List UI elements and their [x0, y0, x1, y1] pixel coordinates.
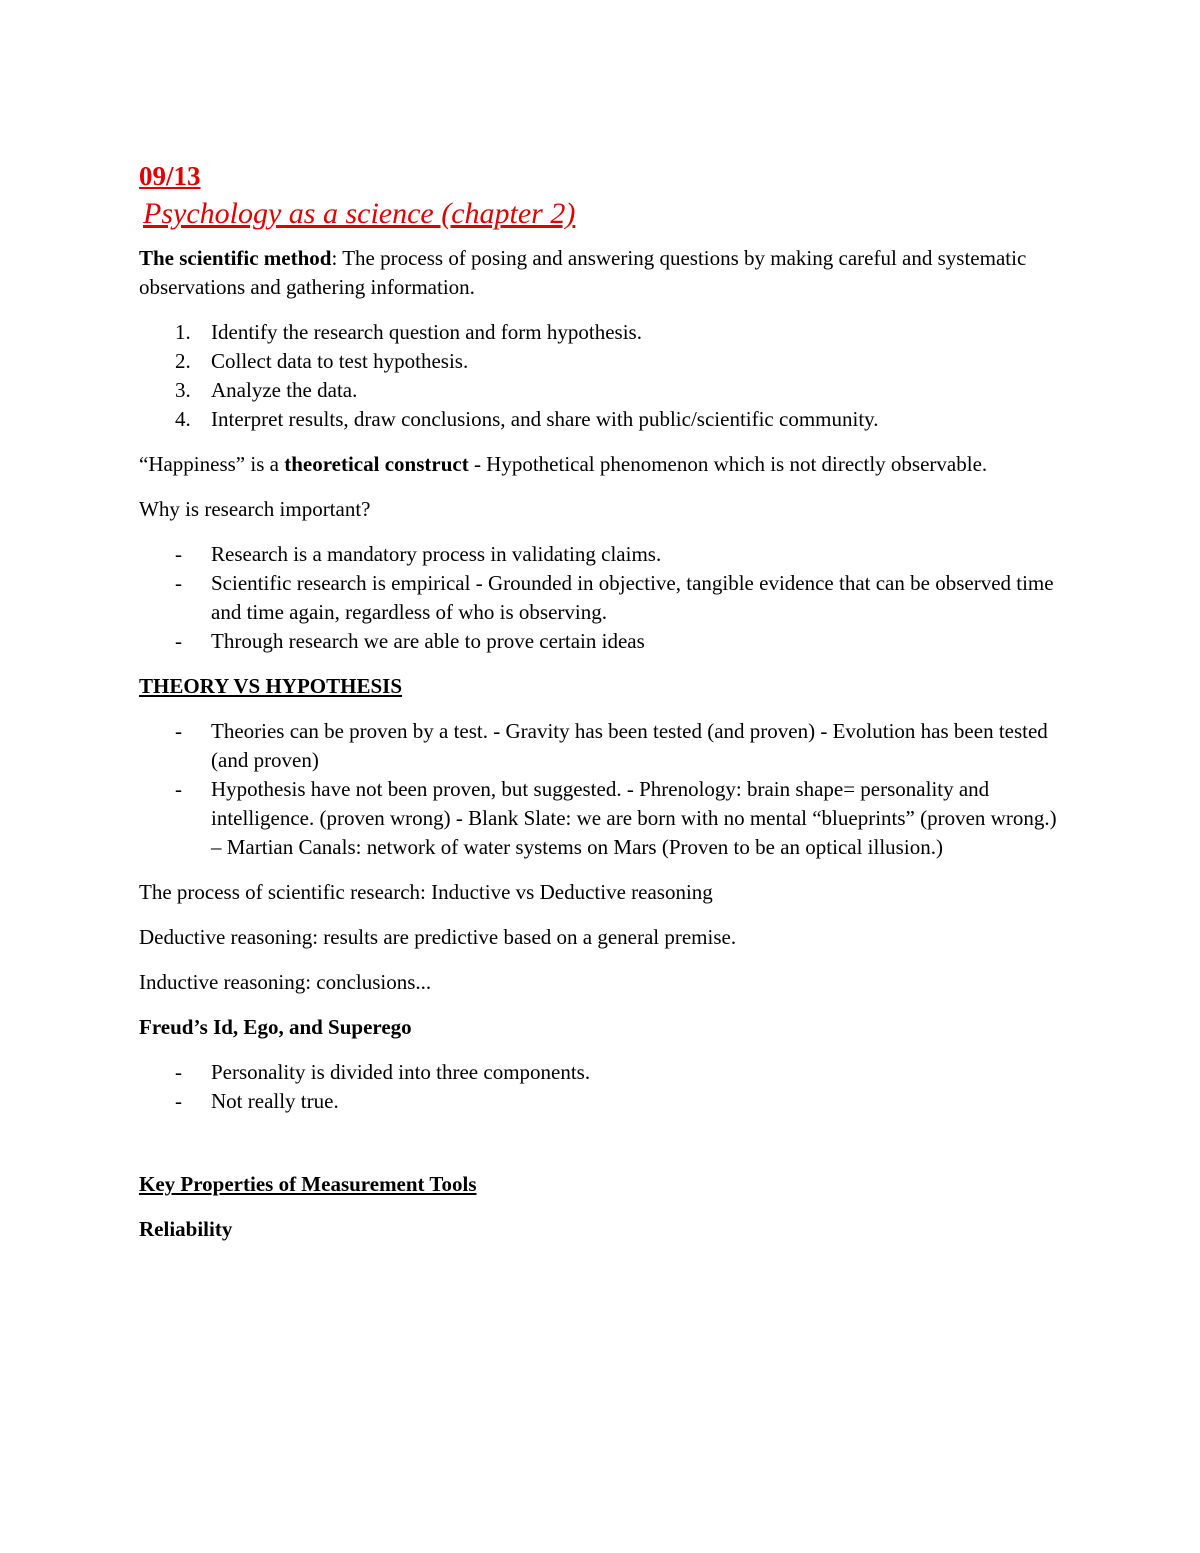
- list-item-text: Identify the research question and form hypothesis.: [211, 320, 642, 344]
- list-item-text: Hypothesis have not been proven, but suggested. - Phrenology: brain shape= personality and intelligence. (proven wrong) - Blank Slate: we are born with no mental “blueprints” (proven wrong.) – Martian Canals: network of water systems on Mars (Proven to be an optical illusion.): [211, 777, 1057, 859]
- dash-marker: -: [175, 777, 182, 801]
- construct-term: theoretical construct: [284, 452, 469, 476]
- freud-heading: Freud’s Id, Ego, and Superego: [139, 1015, 412, 1039]
- list-item: [139, 717, 1059, 775]
- list-item-text: Theories can be proven by a test. - Gravity has been tested (and proven) - Evolution has been tested (and proven): [211, 719, 1048, 772]
- research-question: Why is research important?: [139, 497, 371, 521]
- list-item: [139, 627, 1059, 656]
- dash-marker: -: [175, 1060, 182, 1084]
- dash-marker: -: [175, 1089, 182, 1113]
- list-number: 2.: [175, 349, 191, 373]
- list-number: 4.: [175, 407, 191, 431]
- research-bullets: [139, 540, 1059, 656]
- list-item-text: Analyze the data.: [211, 378, 358, 402]
- construct-lead: “Happiness” is a: [139, 452, 285, 476]
- theory-bullets: [139, 717, 1059, 862]
- list-item-text: Interpret results, draw conclusions, and share with public/scientific community.: [211, 407, 879, 431]
- list-item-text: Through research we are able to prove certain ideas: [211, 629, 645, 653]
- reasoning-process: The process of scientific research: Inductive vs Deductive reasoning: [139, 880, 713, 904]
- list-item: [139, 318, 1059, 347]
- list-item: [139, 540, 1059, 569]
- list-item: [139, 376, 1059, 405]
- list-item: [139, 405, 1059, 434]
- construct-definition: - Hypothetical phenomenon which is not directly observable.: [468, 452, 988, 476]
- list-item: [139, 347, 1059, 376]
- list-item: [139, 775, 1059, 862]
- inductive-reasoning: Inductive reasoning: conclusions...: [139, 970, 432, 994]
- list-item: [139, 1058, 1059, 1087]
- dash-marker: -: [175, 629, 182, 653]
- date-heading: 09/13: [139, 161, 201, 191]
- construct-paragraph: [139, 450, 1059, 479]
- scientific-method-steps: [139, 318, 1059, 434]
- list-item: [139, 1087, 1059, 1116]
- page-title: Psychology as a science (chapter 2): [143, 197, 576, 230]
- dash-marker: -: [175, 571, 182, 595]
- freud-bullets: [139, 1058, 1059, 1116]
- list-number: 3.: [175, 378, 191, 402]
- scientific-method-definition: : The process of posing and answering questions by making careful and systematic observations and gathering information.: [139, 246, 1027, 299]
- deductive-reasoning: Deductive reasoning: results are predictive based on a general premise.: [139, 925, 737, 949]
- dash-marker: -: [175, 719, 182, 743]
- list-item-text: Research is a mandatory process in validating claims.: [211, 542, 662, 566]
- list-item-text: Personality is divided into three components.: [211, 1060, 591, 1084]
- reliability-heading: Reliability: [139, 1217, 233, 1241]
- list-item-text: Scientific research is empirical - Grounded in objective, tangible evidence that can be observed time and time again, regardless of who is observing.: [211, 571, 1054, 624]
- theory-heading: THEORY VS HYPOTHESIS: [139, 674, 403, 698]
- blank-line: [139, 1132, 1059, 1170]
- measurement-heading: Key Properties of Measurement Tools: [139, 1172, 477, 1196]
- list-item-text: Not really true.: [211, 1089, 339, 1113]
- list-item: [139, 569, 1059, 627]
- document-page: [139, 158, 1059, 1260]
- scientific-method-term: The scientific method: [139, 246, 332, 270]
- dash-marker: -: [175, 542, 182, 566]
- scientific-method-paragraph: [139, 244, 1059, 302]
- list-item-text: Collect data to test hypothesis.: [211, 349, 469, 373]
- list-number: 1.: [175, 320, 191, 344]
